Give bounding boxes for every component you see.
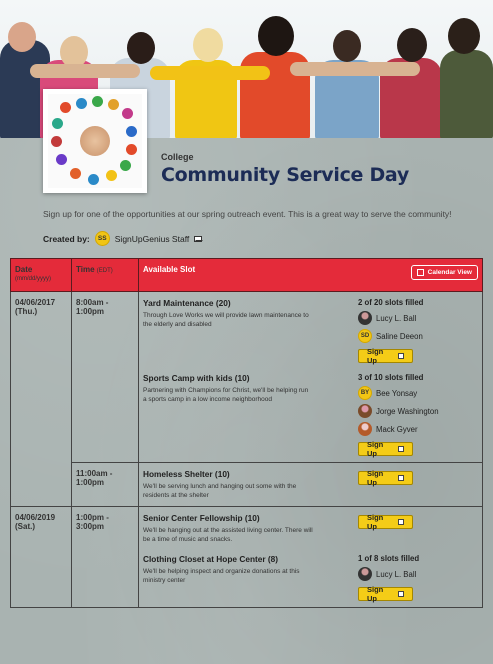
- time-cell: 8:00am - 1:00pm: [72, 292, 139, 463]
- sign-up-button[interactable]: Sign Up: [358, 515, 413, 529]
- slots-filled-count: 1 of 8 slots filled: [358, 554, 420, 564]
- avatar: [358, 567, 372, 581]
- date-column-header: Date (mm/dd/yyyy): [11, 259, 72, 292]
- slots-filled-count: 2 of 20 slots filled: [358, 298, 424, 307]
- created-by-label: Created by:: [43, 233, 90, 244]
- avatar: BY: [358, 386, 372, 400]
- signed-up-person: Mack Gyver: [358, 422, 478, 436]
- slot-senior-center: Senior Center Fellowship (10) We'll be hanging out at the assisted living center. There will be a time of music and snacks. Sign Up: [143, 513, 478, 544]
- slot-cell: [139, 507, 483, 608]
- avatar: [358, 311, 372, 325]
- signed-up-person: Lucy L. Ball: [358, 567, 478, 581]
- page-title: Community Service Day: [161, 164, 409, 186]
- creator-avatar: SS: [95, 231, 110, 246]
- signed-up-person: Lucy L. Ball: [358, 311, 478, 325]
- signed-up-person: Jorge Washington: [358, 404, 478, 418]
- signed-up-person: BY Bee Yonsay: [358, 386, 478, 400]
- time-cell: 11:00am - 1:00pm: [72, 463, 139, 507]
- time-column-header: Time (EDT): [72, 259, 139, 292]
- slots-filled-count: 3 of 10 slots filled: [358, 373, 424, 382]
- organization-name: College: [161, 152, 194, 162]
- slot-yard-maintenance: Yard Maintenance (20) Through Love Works we will provide lawn maintenance to the elderly and disabled 2 of 20 slots filled Lucy L. Ball SD Saline Deeon Sign Up: [143, 298, 478, 363]
- creator-name[interactable]: SignUpGenius Staff: [114, 233, 190, 244]
- signed-up-person: SD Saline Deeon: [358, 329, 478, 343]
- sign-up-button[interactable]: Sign Up: [358, 442, 413, 456]
- avatar: SD: [358, 329, 372, 343]
- date-cell: 04/06/2019 (Sat.): [11, 507, 72, 608]
- time-cell: 1:00pm - 3:00pm: [72, 507, 139, 608]
- created-by: [43, 231, 202, 246]
- sign-up-button[interactable]: Sign Up: [358, 349, 413, 363]
- checkbox-icon: [398, 519, 404, 525]
- sign-up-button[interactable]: Sign Up: [358, 471, 413, 485]
- signup-table: [10, 258, 483, 608]
- sign-up-button[interactable]: Sign Up: [358, 587, 413, 601]
- checkbox-icon: [398, 475, 404, 481]
- slot-column-header: Available Slot Calendar View: [139, 259, 483, 292]
- avatar: [358, 422, 372, 436]
- avatar: [358, 404, 372, 418]
- event-logo-image: [43, 89, 147, 193]
- slot-cell: [139, 292, 483, 463]
- slot-cell: [139, 463, 483, 507]
- slot-homeless-shelter: Homeless Shelter (10) We'll be serving lunch and hanging out some with the residents at the shelter Sign Up: [143, 469, 478, 500]
- checkbox-icon: [398, 591, 404, 597]
- event-description: Sign up for one of the opportunities at our spring outreach event. This is a great way to serve the community!: [43, 209, 452, 219]
- calendar-icon: [417, 269, 424, 276]
- mail-icon[interactable]: [194, 236, 202, 242]
- slot-sports-camp: Sports Camp with kids (10) Partnering with Champions for Christ, we'll be helping run a sports camp in a low income neighborhood 3 of 10 slots filled BY Bee Yonsay Jorge Washington Mack Gyver Sign Up: [143, 373, 478, 456]
- calendar-view-button[interactable]: Calendar View: [411, 265, 478, 280]
- checkbox-icon: [398, 353, 404, 359]
- checkbox-icon: [398, 446, 404, 452]
- date-cell: 04/06/2017 (Thu.): [11, 292, 72, 507]
- slot-clothing-closet: Clothing Closet at Hope Center (8) We'll be helping inspect and organize donations at this ministry center 1 of 8 slots filled Lucy L. Ball Sign Up: [143, 554, 478, 601]
